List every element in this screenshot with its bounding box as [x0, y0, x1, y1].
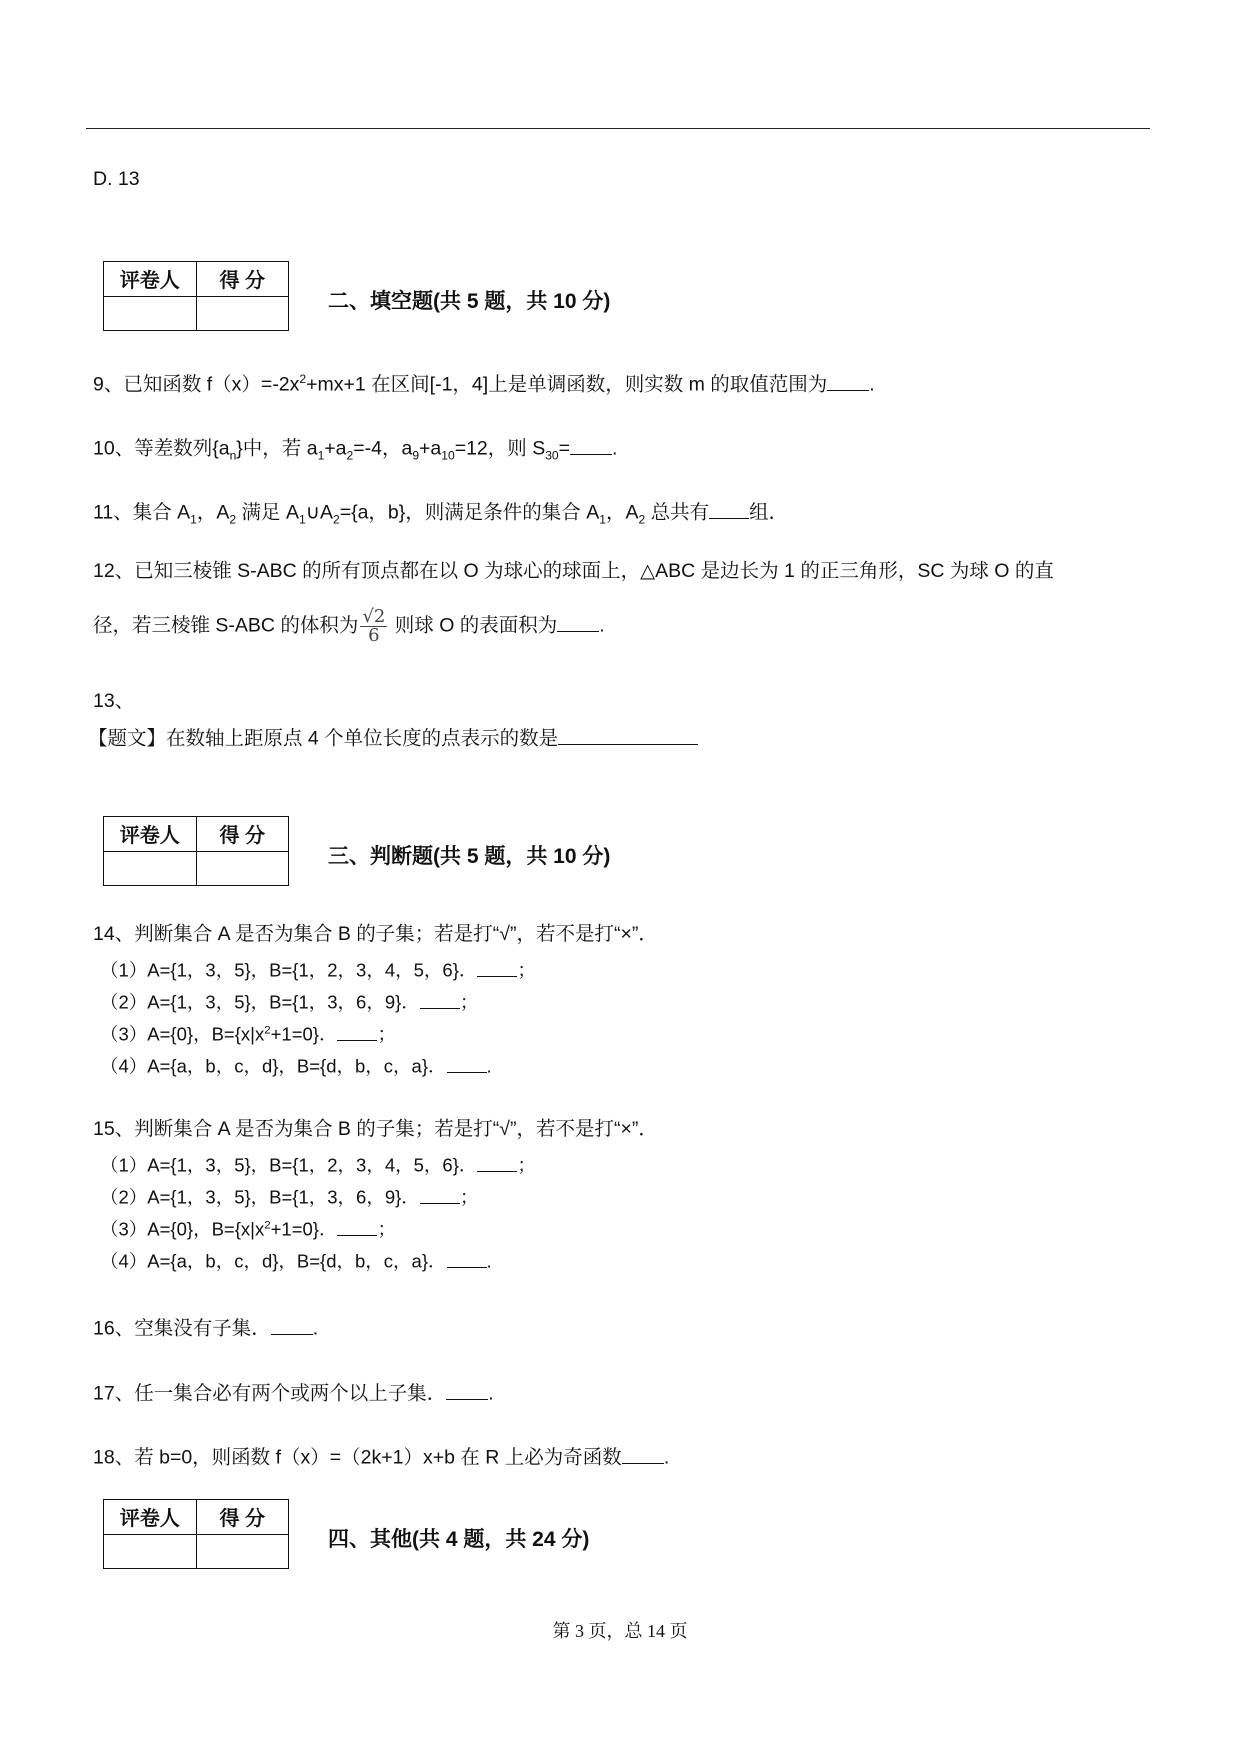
question-14-item-3: （3）A={0}，$B=\{x|x^2+1=0\}$． ； — [100, 1021, 396, 1044]
question-14-item-1: （1）A={1，3，5}，B={1，2，3，4，5，6}． ； — [100, 957, 536, 980]
question-17: 17、任一集合必有两个或两个以上子集． . — [93, 1379, 494, 1404]
question-10: 10、等差数列$\{a_n\}$中，若 $a_1+a_2=-4$，$a_9+a_{10}=12$，则 $S_{30}=$ . — [93, 434, 617, 459]
fraction-sqrt2-over-6: $\frac{√2}{6}$ — [362, 606, 386, 646]
question-14-item-2: （2）A={1，3，5}，B={1，3，6，9}． ； — [100, 989, 478, 1012]
answer-blank — [337, 1216, 377, 1236]
score-label: 得 分 — [196, 1500, 289, 1535]
section-4-title: 四、其他(共 4 题，共 24 分) — [328, 1528, 590, 1551]
answer-blank — [827, 370, 869, 391]
question-15-item-4: （4）A={a，b，c，d}，B={d，b，c，a}． . — [100, 1248, 492, 1271]
answer-blank — [337, 1021, 377, 1041]
grader-label: 评卷人 — [104, 1500, 197, 1535]
previous-option-d: D. 13 — [93, 168, 140, 190]
section-2-title: 二、填空题(共 5 题，共 10 分) — [328, 290, 611, 313]
question-16: 16、空集没有子集． . — [93, 1314, 318, 1339]
question-14-item-4: （4）A={a，b，c，d}，B={d，b，c，a}． . — [100, 1053, 492, 1076]
answer-blank — [709, 498, 749, 519]
section-3-title: 三、判断题(共 5 题，共 10 分) — [328, 845, 611, 868]
question-15-stem: 15、判断集合 A 是否为集合 B 的子集；若是打“√”，若不是打“×”． — [93, 1118, 658, 1140]
page-footer: 第 3 页，总 14 页 — [552, 1621, 688, 1641]
question-14-stem: 14、判断集合 A 是否为集合 B 的子集；若是打“√”，若不是打“×”． — [93, 923, 658, 945]
answer-blank — [420, 989, 460, 1009]
score-label: 得 分 — [196, 817, 289, 852]
answer-blank — [477, 957, 517, 977]
grader-label: 评卷人 — [104, 817, 197, 852]
answer-blank — [447, 1053, 487, 1073]
answer-blank — [477, 1152, 517, 1172]
answer-blank — [570, 434, 612, 455]
question-15-item-1: （1）A={1，3，5}，B={1，2，3，4，5，6}． ； — [100, 1152, 536, 1175]
score-label: 得 分 — [196, 262, 289, 297]
grader-label: 评卷人 — [104, 262, 197, 297]
question-18: 18、若 b=0，则函数 f（x）=（2k+1）x+b 在 R 上必为奇函数 . — [93, 1443, 669, 1468]
answer-blank — [420, 1184, 460, 1204]
question-15-item-2: （2）A={1，3，5}，B={1，3，6，9}． ； — [100, 1184, 478, 1207]
question-9: 9、已知函数 $f(x)=-2x^2+mx+1$ 在区间[-1，4]上是单调函数，则实数 m 的取值范围为 . — [93, 372, 875, 396]
question-13-text: 【题文】在数轴上距原点 4 个单位长度的点表示的数是 — [88, 724, 698, 749]
header-rule — [86, 128, 1150, 129]
score-cell — [196, 1534, 289, 1569]
score-table-section-2 — [103, 261, 289, 331]
score-table-section-3 — [103, 816, 289, 886]
answer-blank — [557, 611, 599, 632]
grader-cell — [104, 296, 197, 331]
grader-cell — [104, 1534, 197, 1569]
question-12-line-2: 径，若三棱锥 S-ABC 的体积为 $\frac{√2}{6}$ 则球 O 的表面积为 . — [93, 606, 605, 646]
answer-blank — [622, 1443, 664, 1464]
question-11: 11、集合 $A_1$，$A_2$ 满足 $A_1\cup A_2=\{a$，b}，则满足条件的集合 $A_1$，$A_2$ 总共有 组． — [93, 498, 788, 523]
score-cell — [196, 851, 289, 886]
grader-cell — [104, 851, 197, 886]
question-15-item-3: （3）A={0}，$B=\{x|x^2+1=0\}$． ； — [100, 1216, 396, 1239]
answer-blank — [447, 1248, 487, 1268]
answer-blank — [271, 1314, 313, 1335]
score-cell — [196, 296, 289, 331]
answer-blank — [558, 724, 698, 745]
question-12-line-1: 12、已知三棱锥 S-ABC 的所有顶点都在以 O 为球心的球面上，△ABC 是边长为 1 的正三角形，SC 为球 O 的直 — [93, 560, 1054, 582]
answer-blank — [446, 1379, 488, 1400]
question-13-number: 13、 — [93, 690, 135, 712]
score-table-section-4 — [103, 1499, 289, 1569]
